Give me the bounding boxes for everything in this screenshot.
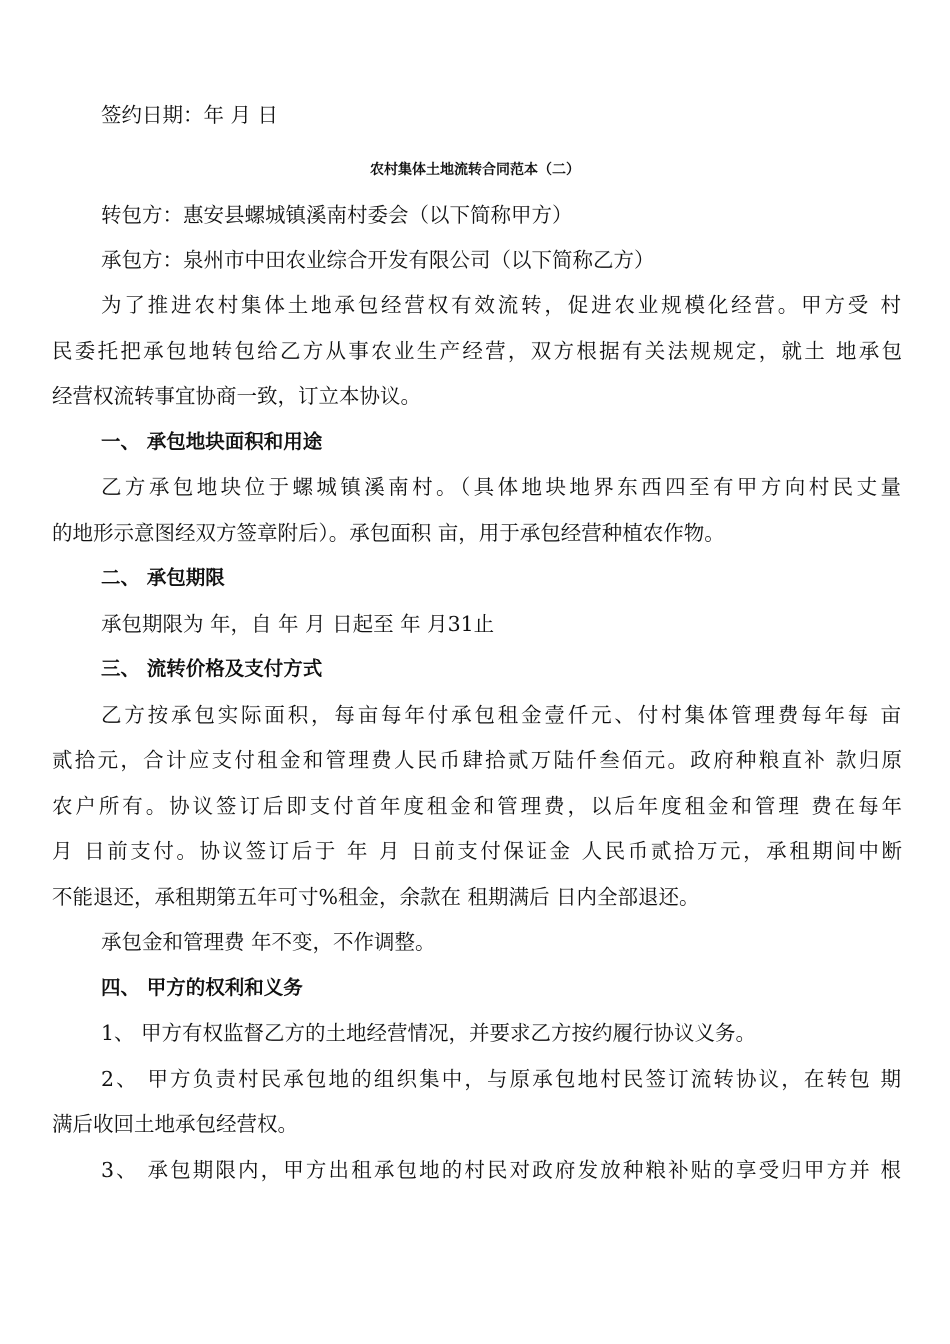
section-1-heading: 一、 承包地块面积和用途 <box>101 430 323 453</box>
subcontractor-line: 转包方：惠安县螺城镇溪南村委会（以下简称甲方） <box>101 203 573 227</box>
section-2-heading: 二、 承包期限 <box>101 566 225 589</box>
section-1-line: 的地形示意图经双方签章附后）。承包面积 亩，用于承包经营种植农作物。 <box>52 521 725 545</box>
section-4-item-2-continued: 满后收回土地承包经营权。 <box>52 1112 298 1136</box>
contractor-line: 承包方：泉州市中田农业综合开发有限公司（以下简称乙方） <box>101 248 655 272</box>
section-4-item-1: 1、 甲方有权监督乙方的土地经营情况，并要求乙方按约履行协议义务。 <box>101 1021 757 1045</box>
section-3-line: 农户所有。协议签订后即支付首年度租金和管理费，以后年度租金和管理 费在每年 <box>52 794 902 818</box>
section-2-line: 承包期限为 年，自 年 月 日起至 年 月31止 <box>101 612 495 636</box>
section-3-line: 不能退还，承租期第五年可寸%租金，余款在 租期满后 日内全部退还。 <box>52 885 700 909</box>
section-3-line: 乙方按承包实际面积，每亩每年付承包租金壹仟元、付村集体管理费每年每 亩 <box>101 703 901 727</box>
section-4-item-2: 2、 甲方负责村民承包地的组织集中，与原承包地村民签订流转协议，在转包 期 <box>101 1067 901 1091</box>
sign-date: 签约日期：年 月 日 <box>101 103 279 127</box>
section-3-line: 月 日前支付。协议签订后于 年 月 日前支付保证金 人民币贰拾万元，承租期间中断 <box>52 839 902 863</box>
section-4-heading: 四、 甲方的权利和义务 <box>101 976 303 999</box>
section-1-line: 乙方承包地块位于螺城镇溪南村。（具体地块地界东西四至有甲方向村民丈量 <box>101 475 901 499</box>
document-title: 农村集体土地流转合同范本（二） <box>370 162 580 178</box>
section-3-extra: 承包金和管理费 年不变，不作调整。 <box>101 930 436 954</box>
intro-line: 为了推进农村集体土地承包经营权有效流转，促进农业规模化经营。甲方受 村 <box>101 293 901 317</box>
section-4-item-3: 3、 承包期限内，甲方出租承包地的村民对政府发放种粮补贴的享受归甲方并 根 <box>101 1158 901 1182</box>
intro-line: 经营权流转事宜协商一致，订立本协议。 <box>52 384 421 408</box>
section-3-line: 贰拾元，合计应支付租金和管理费人民币肆拾贰万陆仟叁佰元。政府种粮直补 款归原 <box>52 748 902 772</box>
intro-line: 民委托把承包地转包给乙方从事农业生产经营，双方根据有关法规规定，就土 地承包 <box>52 339 902 363</box>
section-3-heading: 三、 流转价格及支付方式 <box>101 657 323 680</box>
